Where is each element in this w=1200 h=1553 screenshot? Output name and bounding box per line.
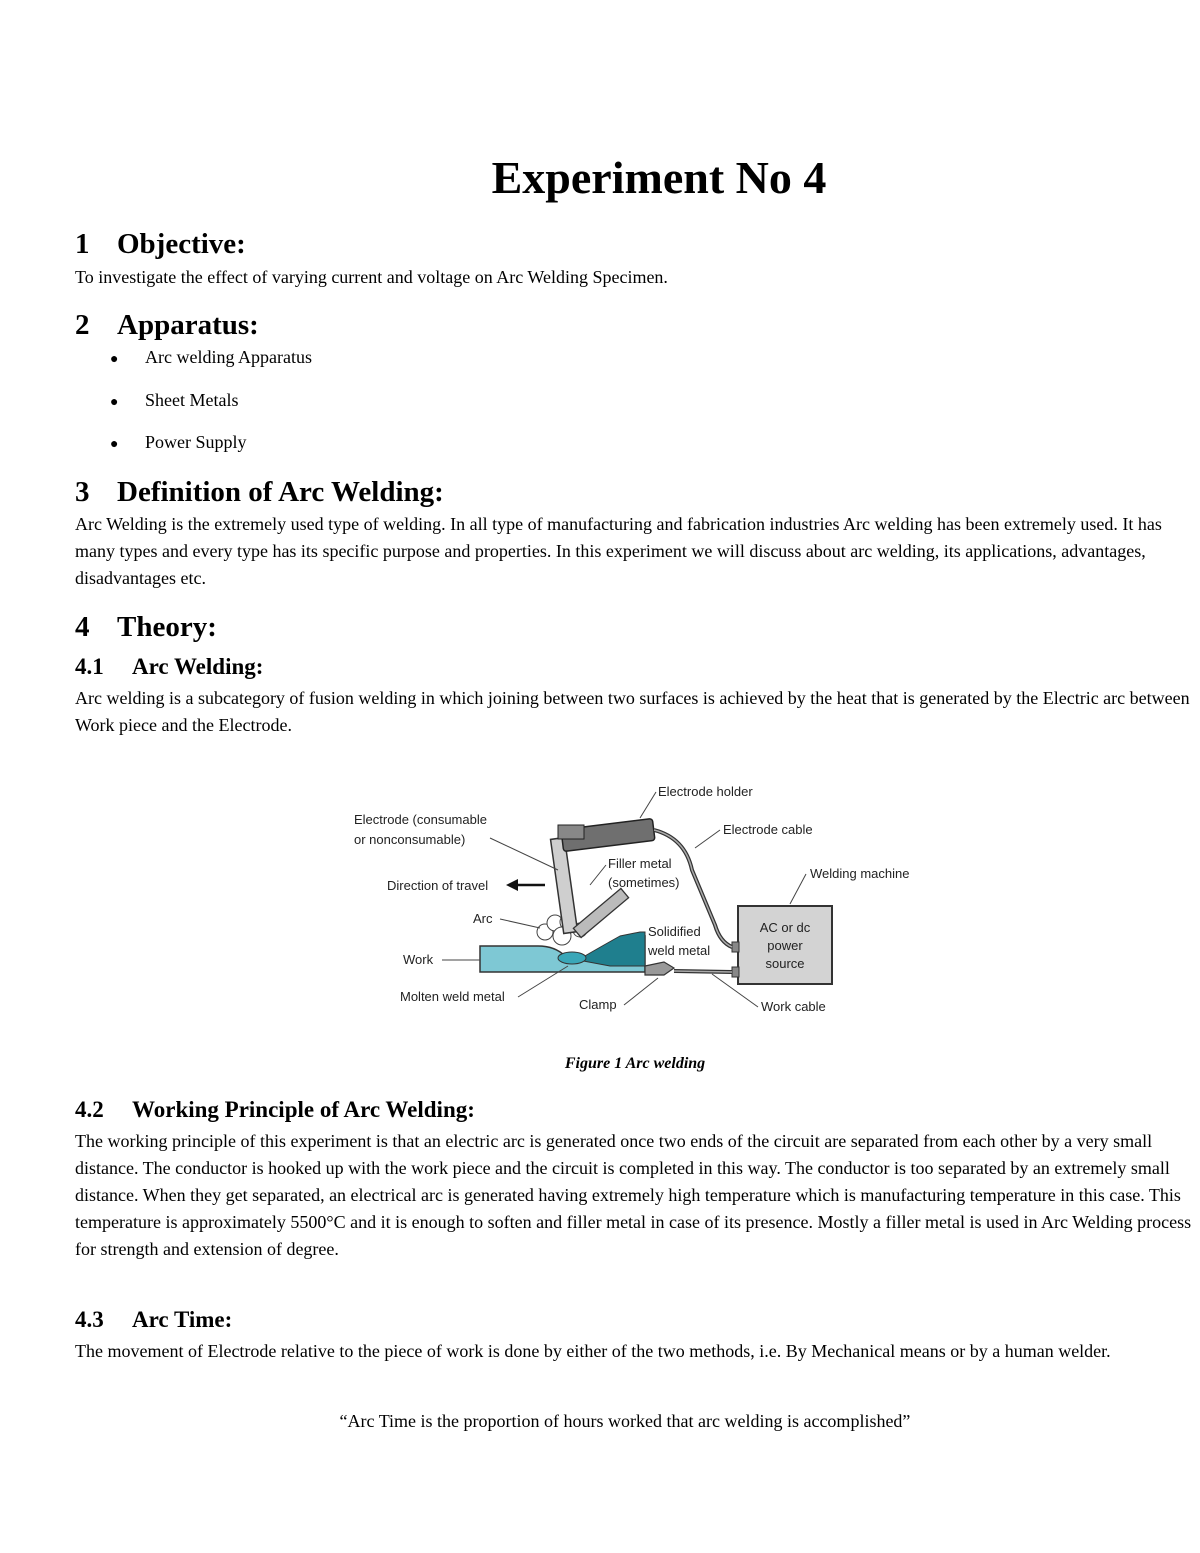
theory-heading xyxy=(75,609,217,645)
section-title: Definition of Arc Welding: xyxy=(117,476,444,508)
molten-pool xyxy=(558,952,586,964)
electrode-holder-label: Electrode holder xyxy=(658,784,753,799)
work-label: Work xyxy=(403,952,434,967)
power-source-label: power xyxy=(767,938,803,953)
holder-clamp xyxy=(558,825,584,839)
arc-welding-text: Arc welding is a subcategory of fusion welding in which joining between two surfaces is achieved by the heat that is generated by the Electric arc between Work piece and the Electrode. xyxy=(75,688,1190,735)
section-title: Theory: xyxy=(117,611,217,643)
solidified-label: weld metal xyxy=(648,943,711,958)
definition-heading xyxy=(75,474,444,510)
filler-rod xyxy=(573,888,628,937)
working-principle-heading xyxy=(75,1095,475,1125)
list-item-label: Power Supply xyxy=(145,432,247,452)
clamp-shape xyxy=(645,962,674,975)
objective-text: To investigate the effect of varying current and voltage on Arc Welding Specimen. xyxy=(75,267,668,287)
bullet-icon: ● xyxy=(110,352,119,367)
welding-machine-label: Welding machine xyxy=(810,866,910,881)
objective-heading xyxy=(75,226,246,262)
section-number: 4.1 xyxy=(75,654,104,679)
list-item xyxy=(110,344,312,387)
power-source-label: source xyxy=(765,956,805,971)
bullet-icon: ● xyxy=(110,437,119,452)
filler-metal-label: (sometimes) xyxy=(608,875,680,890)
list-item xyxy=(110,429,312,472)
section-number: 1 xyxy=(75,228,90,260)
power-source-label: AC or dc xyxy=(759,920,811,935)
direction-label: Direction of travel xyxy=(387,878,489,893)
definition-text: Arc Welding is the extremely used type of welding. In all type of manufacturing and fabrication industries Arc welding has been extremely used. It has many types and every type has its specific purpose and properties. In this experiment we will discuss about arc welding, its applications, advantages, disadvantages etc. xyxy=(75,514,1162,588)
section-number: 2 xyxy=(75,309,90,341)
section-title: Apparatus: xyxy=(117,309,259,341)
section-number: 4.2 xyxy=(75,1097,104,1122)
section-title: Working Principle of Arc Welding: xyxy=(132,1097,475,1122)
list-item-label: Sheet Metals xyxy=(145,389,239,410)
section-number: 4.3 xyxy=(75,1307,104,1332)
solidified-label: Solidified xyxy=(648,924,701,939)
arc-label: Arc xyxy=(473,911,493,926)
arc-welding-heading xyxy=(75,652,263,682)
arc-welding-diagram xyxy=(340,770,940,1030)
arc-time-text: The movement of Electrode relative to the piece of work is done by either of the two methods, i.e. By Mechanical means or by a human welder. xyxy=(75,1341,1111,1361)
arc-time-heading xyxy=(75,1305,232,1335)
section-title: Objective: xyxy=(117,228,246,260)
electrode-label: or nonconsumable) xyxy=(354,832,466,847)
section-number: 3 xyxy=(75,476,90,508)
electrode-label: Electrode (consumable xyxy=(354,812,487,827)
list-item xyxy=(110,387,312,430)
work-cable-label: Work cable xyxy=(761,999,826,1014)
working-principle-text: The working principle of this experiment is that an electric arc is generated once two ends of the circuit are separated from each other by a very small distance. The conductor is hooked up with the work piece and the circuit is completed in this way. The conductor is too separated by an extremely small distance. When they get separated, an electrical arc is generated having extremely high temperature which is manufacturing temperature in this case. This temperature is approximately 5500°C and it is enough to soften and filler metal in case of its presence. Mostly a filler metal is used in Arc Welding process for strength and extension of degree. xyxy=(75,1131,1192,1259)
list-item-label: Arc welding Apparatus xyxy=(145,347,312,367)
section-number: 4 xyxy=(75,611,90,643)
section-title: Arc Time: xyxy=(132,1307,233,1332)
figure-caption: Figure 1 Arc welding xyxy=(564,1055,706,1072)
clamp-label: Clamp xyxy=(579,997,617,1012)
apparatus-heading xyxy=(75,307,259,343)
page-title: Experiment No 4 xyxy=(491,152,827,203)
bullet-icon: ● xyxy=(110,394,119,410)
solidified-weld xyxy=(578,932,645,966)
section-title: Arc Welding: xyxy=(132,654,264,679)
arc-time-quote: “Arc Time is the proportion of hours worked that arc welding is accomplished” xyxy=(339,1411,911,1431)
filler-metal-label: Filler metal xyxy=(608,856,672,871)
apparatus-list xyxy=(110,344,312,472)
electrode-cable-label: Electrode cable xyxy=(723,822,813,837)
molten-label: Molten weld metal xyxy=(400,989,505,1004)
